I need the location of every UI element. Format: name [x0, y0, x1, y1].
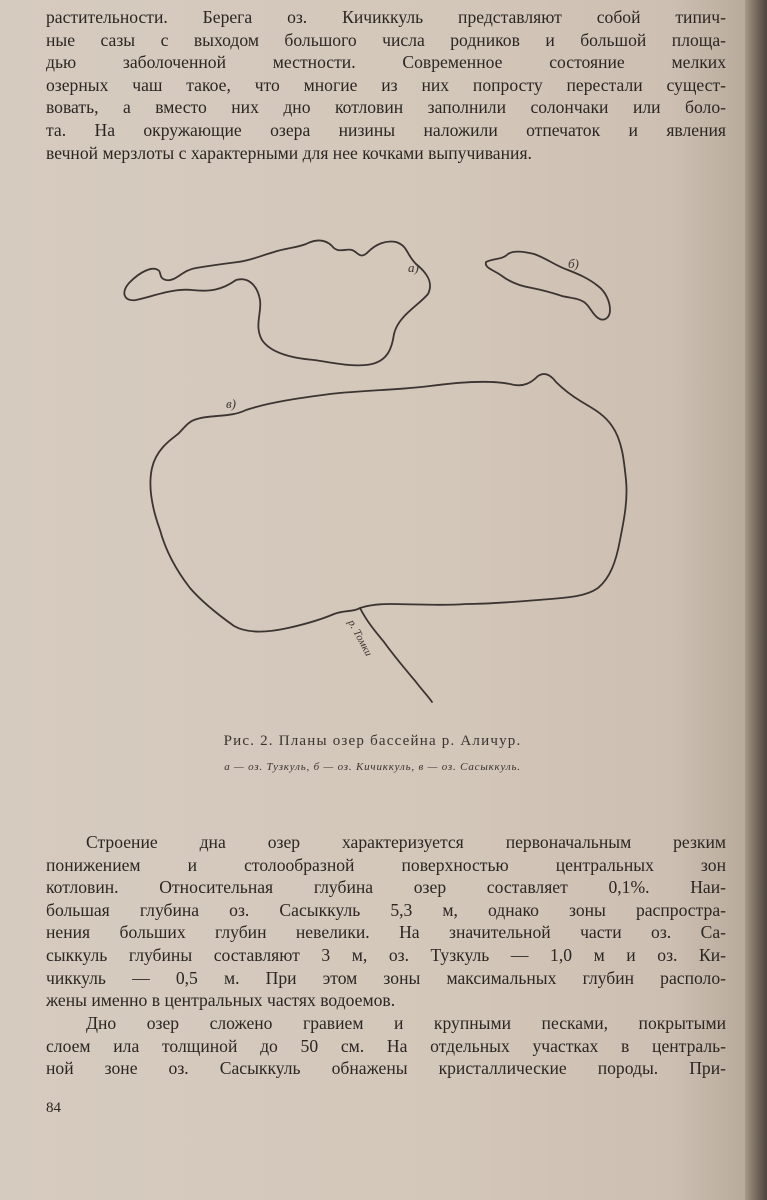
text-line: Дно озер сложено гравием и крупными песками, покрытыми: [86, 1013, 726, 1033]
figure-caption-title: Рис. 2. Планы озер бассейна р. Аличур.: [223, 733, 522, 749]
bottom-paragraph-2: [46, 1012, 726, 1080]
text-line: понижением и столообразной поверхностью центральных зон: [46, 854, 726, 875]
lake-sasykkul-outline: [150, 374, 626, 632]
text-line: растительности. Берега оз. Кичиккуль представляют собой типич-: [46, 7, 726, 27]
label-v: в): [226, 396, 236, 411]
text-line: нения больших глубин невелики. На значительной части оз. Са-: [46, 922, 726, 943]
figure-caption-legend: а — оз. Тузкуль, б — оз. Кичиккуль, в — оз. Сасыккуль.: [224, 761, 521, 773]
river-label: р. Томки: [345, 617, 375, 659]
text-line: ные сазы с выходом большого числа родников и большой площа-: [46, 29, 726, 50]
label-a: а): [408, 260, 419, 275]
text-line: слоем ила толщиной до 50 см. На отдельных участках в централь-: [46, 1035, 726, 1056]
text-line: вовать, а вместо них дно котловин заполнили солончаки или боло-: [46, 97, 726, 118]
text-line: жены именно в центральных частях водоемов.: [46, 990, 396, 1011]
text-line: чиккуль — 0,5 м. При этом зоны максимальных глубин располо-: [46, 967, 726, 988]
text-line: та. На окружающие озера низины наложили отпечаток и явления: [46, 119, 726, 140]
bottom-paragraph-1: [46, 831, 726, 1012]
text-line: дью заболоченной местности. Современное состояние мелких: [46, 52, 726, 73]
text-line: большая глубина оз. Сасыккуль 5,3 м, однако зоны распростра-: [46, 899, 726, 920]
text-line: сыккуль глубины составляют 3 м, оз. Тузкуль — 1,0 м и оз. Ки-: [46, 944, 726, 965]
text-line: озерных чаш такое, что многие из них попросту перестали сущест-: [46, 74, 726, 95]
text-line: котловин. Относительная глубина озер составляет 0,1%. Наи-: [46, 877, 726, 898]
page-number: 84: [46, 1100, 61, 1116]
text-line: вечной мерзлоты с характерными для нее кочками выпучивания.: [46, 142, 532, 163]
river-tomki-line: [360, 608, 432, 702]
book-binding-edge: [745, 0, 767, 1200]
lake-plans-figure: [110, 230, 640, 710]
top-paragraph: [46, 6, 726, 164]
text-line: Строение дна озер характеризуется первоначальным резким: [86, 832, 726, 852]
lake-tuzkul-outline: [124, 241, 430, 366]
label-b: б): [568, 256, 579, 271]
text-line: ной зоне оз. Сасыккуль обнажены кристаллические породы. При-: [46, 1058, 726, 1079]
lake-kichikkul-outline: [486, 252, 610, 320]
